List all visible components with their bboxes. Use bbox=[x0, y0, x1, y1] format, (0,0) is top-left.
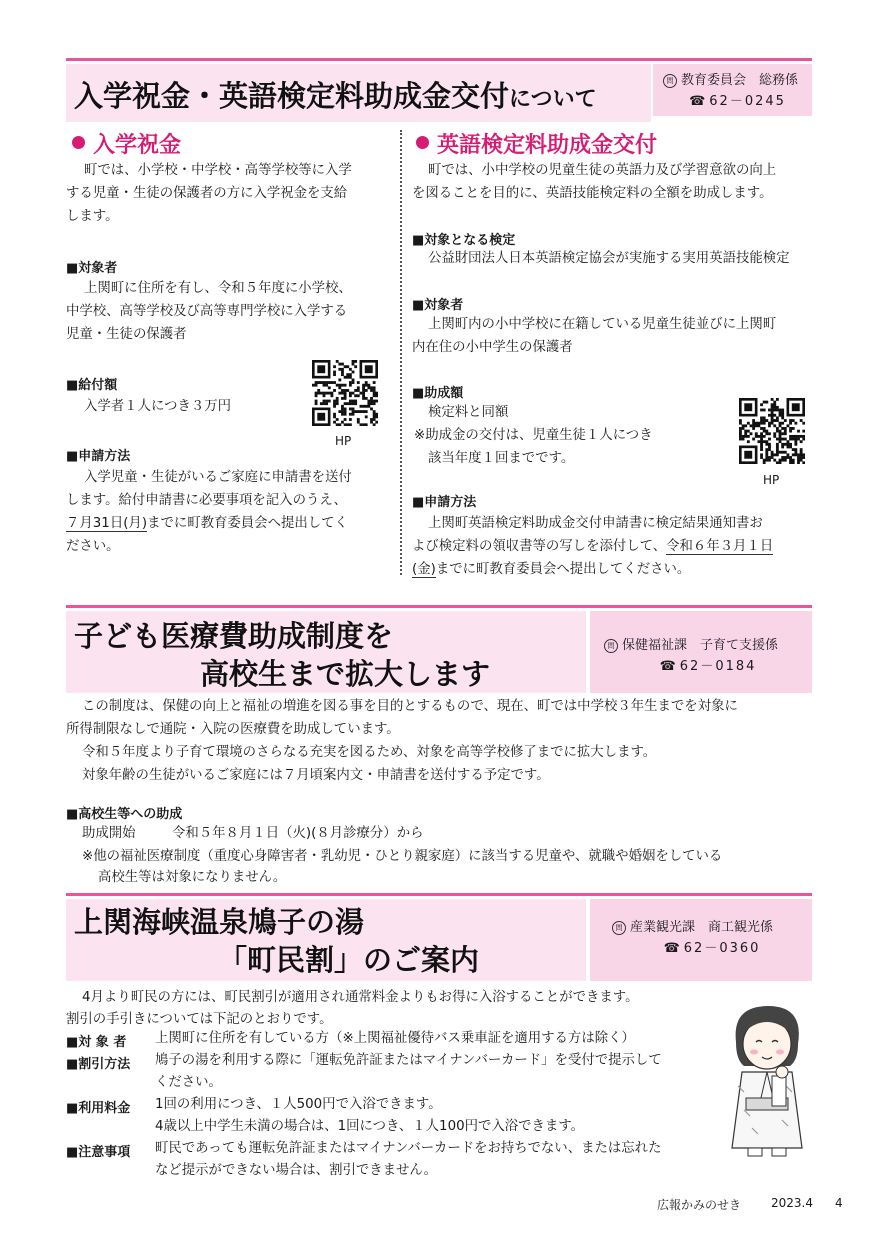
entrance-gift-target-3: 児童・生徒の保護者 bbox=[66, 327, 187, 342]
mascot-girl-illustration bbox=[722, 1002, 812, 1164]
medical-body-3: 令和５年度より子育て環境のさらなる充実を図るため、対象を高等学校修了までに拡大します。 bbox=[82, 745, 657, 760]
phone-icon: ☎ bbox=[659, 659, 678, 674]
inquiry-icon: 問 bbox=[604, 639, 618, 653]
english-exam-test: 公益財団法人日本英語検定協会が実施する実用英語技能検定 bbox=[428, 251, 790, 266]
english-exam-apply-3: (金)までに町教育委員会へ提出してください。 bbox=[412, 562, 691, 577]
onsen-row-notes-label: ■注意事項 bbox=[66, 1145, 131, 1160]
section3-title-line2: 「町民割」のご案内 bbox=[218, 943, 480, 977]
medical-body-4: 対象年齢の生徒がいるご家庭には７月頃案内文・申請書を送付する予定です。 bbox=[82, 768, 550, 783]
qr-pattern-icon bbox=[312, 360, 378, 426]
column-divider bbox=[400, 130, 402, 575]
english-exam-heading: 英語検定料助成金交付 bbox=[416, 128, 657, 159]
section1-top-rule bbox=[66, 58, 812, 61]
english-exam-amount-2: ※助成金の交付は、児童生徒１人につき bbox=[414, 428, 653, 443]
entrance-gift-intro-3: します。 bbox=[66, 209, 119, 224]
entrance-gift-apply-3: ７月31日(月)までに町教育委員会へ提出してく bbox=[66, 516, 348, 531]
english-exam-apply-label: ■申請方法 bbox=[412, 495, 477, 510]
entrance-gift-heading: 入学祝金 bbox=[72, 128, 181, 159]
entrance-gift-apply-4: ださい。 bbox=[66, 539, 120, 554]
entrance-gift-amount-label: ■給付額 bbox=[66, 378, 118, 393]
inquiry-icon: 問 bbox=[663, 74, 677, 88]
section2-title-line1: 子ども医療費助成制度を bbox=[74, 619, 394, 653]
section2-top-rule bbox=[66, 605, 812, 608]
entrance-gift-target-1: 上関町に住所を有し、令和５年度に小学校、 bbox=[84, 281, 352, 296]
onsen-row-target-text: 上関町に住所を有している方（※上関福祉優待バス乗車証を適用する方は除く） bbox=[155, 1031, 635, 1046]
onsen-row-method-label: ■割引方法 bbox=[66, 1057, 131, 1072]
section3-contact-tel: 62－0360 bbox=[683, 941, 761, 956]
entrance-gift-apply-label: ■申請方法 bbox=[66, 449, 131, 464]
section1-title-main: 入学祝金・英語検定料助成金交付 bbox=[74, 79, 510, 113]
english-exam-apply-1: 上関町英語検定料助成金交付申請書に検定結果通知書お bbox=[428, 516, 763, 531]
medical-note-2: 高校生等は対象になりません。 bbox=[98, 870, 287, 885]
entrance-gift-deadline: ７月31日(月) bbox=[66, 516, 148, 531]
english-exam-target-label: ■対象者 bbox=[412, 298, 464, 313]
english-exam-qr-code[interactable] bbox=[739, 398, 805, 464]
entrance-gift-qr-label: HP bbox=[335, 434, 352, 448]
onsen-row-notes-text-2: など提示ができない場合は、割引できません。 bbox=[155, 1163, 438, 1178]
onsen-row-fee-text-1: 1回の利用につき、１人500円で入浴できます。 bbox=[155, 1097, 442, 1112]
onsen-row-method-text-1: 鳩子の湯を利用する際に「運転免許証またはマイナンバーカード」を受付で提示して bbox=[155, 1053, 662, 1068]
english-exam-amount-1: 検定料と同額 bbox=[428, 405, 509, 420]
medical-body-2: 所得制限なしで通院・入院の医療費を助成しています。 bbox=[66, 722, 400, 737]
section3-top-rule bbox=[66, 893, 812, 896]
section3-contact bbox=[590, 899, 812, 981]
onsen-row-notes-text-1: 町民であっても運転免許証またはマイナンバーカードをお持ちでない、または忘れた bbox=[155, 1141, 662, 1156]
english-exam-qr-label: HP bbox=[763, 473, 780, 487]
section1-title-suffix: について bbox=[509, 87, 597, 112]
phone-icon: ☎ bbox=[663, 941, 682, 956]
english-exam-amount-3: 該当年度１回までです。 bbox=[428, 451, 575, 466]
footer-issue: 2023.4 bbox=[771, 1196, 813, 1210]
entrance-gift-apply-1: 入学児童・生徒がいるご家庭に申請書を送付 bbox=[84, 470, 352, 485]
medical-start-value: 令和５年８月１日（火)(８月診療分）から bbox=[172, 826, 424, 841]
section3-title-line1: 上関海峡温泉鳩子の湯 bbox=[74, 905, 365, 939]
onsen-row-fee-label: ■利用料金 bbox=[66, 1101, 131, 1116]
footer-publication: 広報かみのせき bbox=[657, 1198, 742, 1212]
entrance-gift-target-label: ■対象者 bbox=[66, 261, 118, 276]
section2-contact bbox=[590, 611, 812, 693]
entrance-gift-qr-code[interactable] bbox=[312, 360, 378, 426]
qr-pattern-icon bbox=[739, 398, 805, 464]
section1-title bbox=[74, 74, 597, 115]
inquiry-icon: 問 bbox=[612, 921, 626, 935]
english-exam-test-label: ■対象となる検定 bbox=[412, 233, 516, 248]
section3-contact-dept: 産業観光課 商工観光係 bbox=[630, 920, 774, 935]
english-exam-deadline: 令和６年３月１日 bbox=[666, 539, 774, 554]
section2-contact-dept: 保健福祉課 子育て支援係 bbox=[622, 638, 779, 653]
onsen-row-fee-text-2: 4歳以上中学生未満の場合は、1回につき、１人100円で入浴できます。 bbox=[155, 1119, 585, 1134]
medical-start-label: 助成開始 bbox=[82, 826, 136, 841]
english-exam-target-2: 内在住の小中学生の保護者 bbox=[412, 340, 573, 355]
onsen-intro-1: 4月より町民の方には、町民割引が適用され通常料金よりもお得に入浴することができます。 bbox=[82, 990, 639, 1005]
medical-note-1: ※他の福祉医療制度（重度心身障害者・乳幼児・ひとり親家庭）に該当する児童や、就職や婚姻をしている bbox=[82, 849, 723, 864]
onsen-row-target-label: ■対 象 者 bbox=[66, 1035, 127, 1050]
phone-icon: ☎ bbox=[689, 94, 708, 109]
entrance-gift-apply-2: します。給付申請書に必要事項を記入のうえ、 bbox=[66, 493, 347, 508]
medical-body-1: この制度は、保健の向上と福祉の増進を図る事を目的とするもので、現在、町では中学校３年生までを対象に bbox=[82, 699, 738, 714]
english-exam-target-1: 上関町内の小中学校に在籍している児童生徒並びに上関町 bbox=[428, 317, 777, 332]
section1-contact bbox=[653, 64, 812, 116]
english-exam-intro-1: 町では、小中学校の児童生徒の英語力及び学習意欲の向上 bbox=[428, 163, 777, 178]
section2-contact-tel: 62－0184 bbox=[679, 659, 757, 674]
medical-subsidy-label: ■高校生等への助成 bbox=[66, 807, 183, 822]
english-exam-apply-2: よび検定料の領収書等の写しを添付して、令和６年３月１日 bbox=[412, 539, 774, 554]
bullet-dot-icon bbox=[72, 136, 85, 149]
entrance-gift-target-2: 中学校、高等学校及び高等専門学校に入学する bbox=[66, 304, 348, 319]
entrance-gift-amount: 入学者１人につき３万円 bbox=[84, 399, 232, 414]
english-exam-amount-label: ■助成額 bbox=[412, 386, 464, 401]
bullet-dot-icon bbox=[416, 136, 429, 149]
section1-contact-dept: 教育委員会 総務係 bbox=[681, 73, 799, 88]
section1-contact-tel: 62－0245 bbox=[709, 94, 786, 109]
footer-page-number: 4 bbox=[835, 1196, 843, 1210]
onsen-row-method-text-2: ください。 bbox=[155, 1075, 222, 1090]
onsen-intro-2: 割引の手引きについては下記のとおりです。 bbox=[66, 1012, 333, 1027]
section2-title-line2: 高校生まで拡大します bbox=[200, 657, 491, 691]
english-exam-intro-2: を図ることを目的に、英語技能検定料の全額を助成します。 bbox=[412, 186, 773, 201]
entrance-gift-intro-2: する児童・生徒の保護者の方に入学祝金を支給 bbox=[66, 186, 348, 201]
entrance-gift-intro-1: 町では、小学校・中学校・高等学校等に入学 bbox=[84, 163, 352, 178]
